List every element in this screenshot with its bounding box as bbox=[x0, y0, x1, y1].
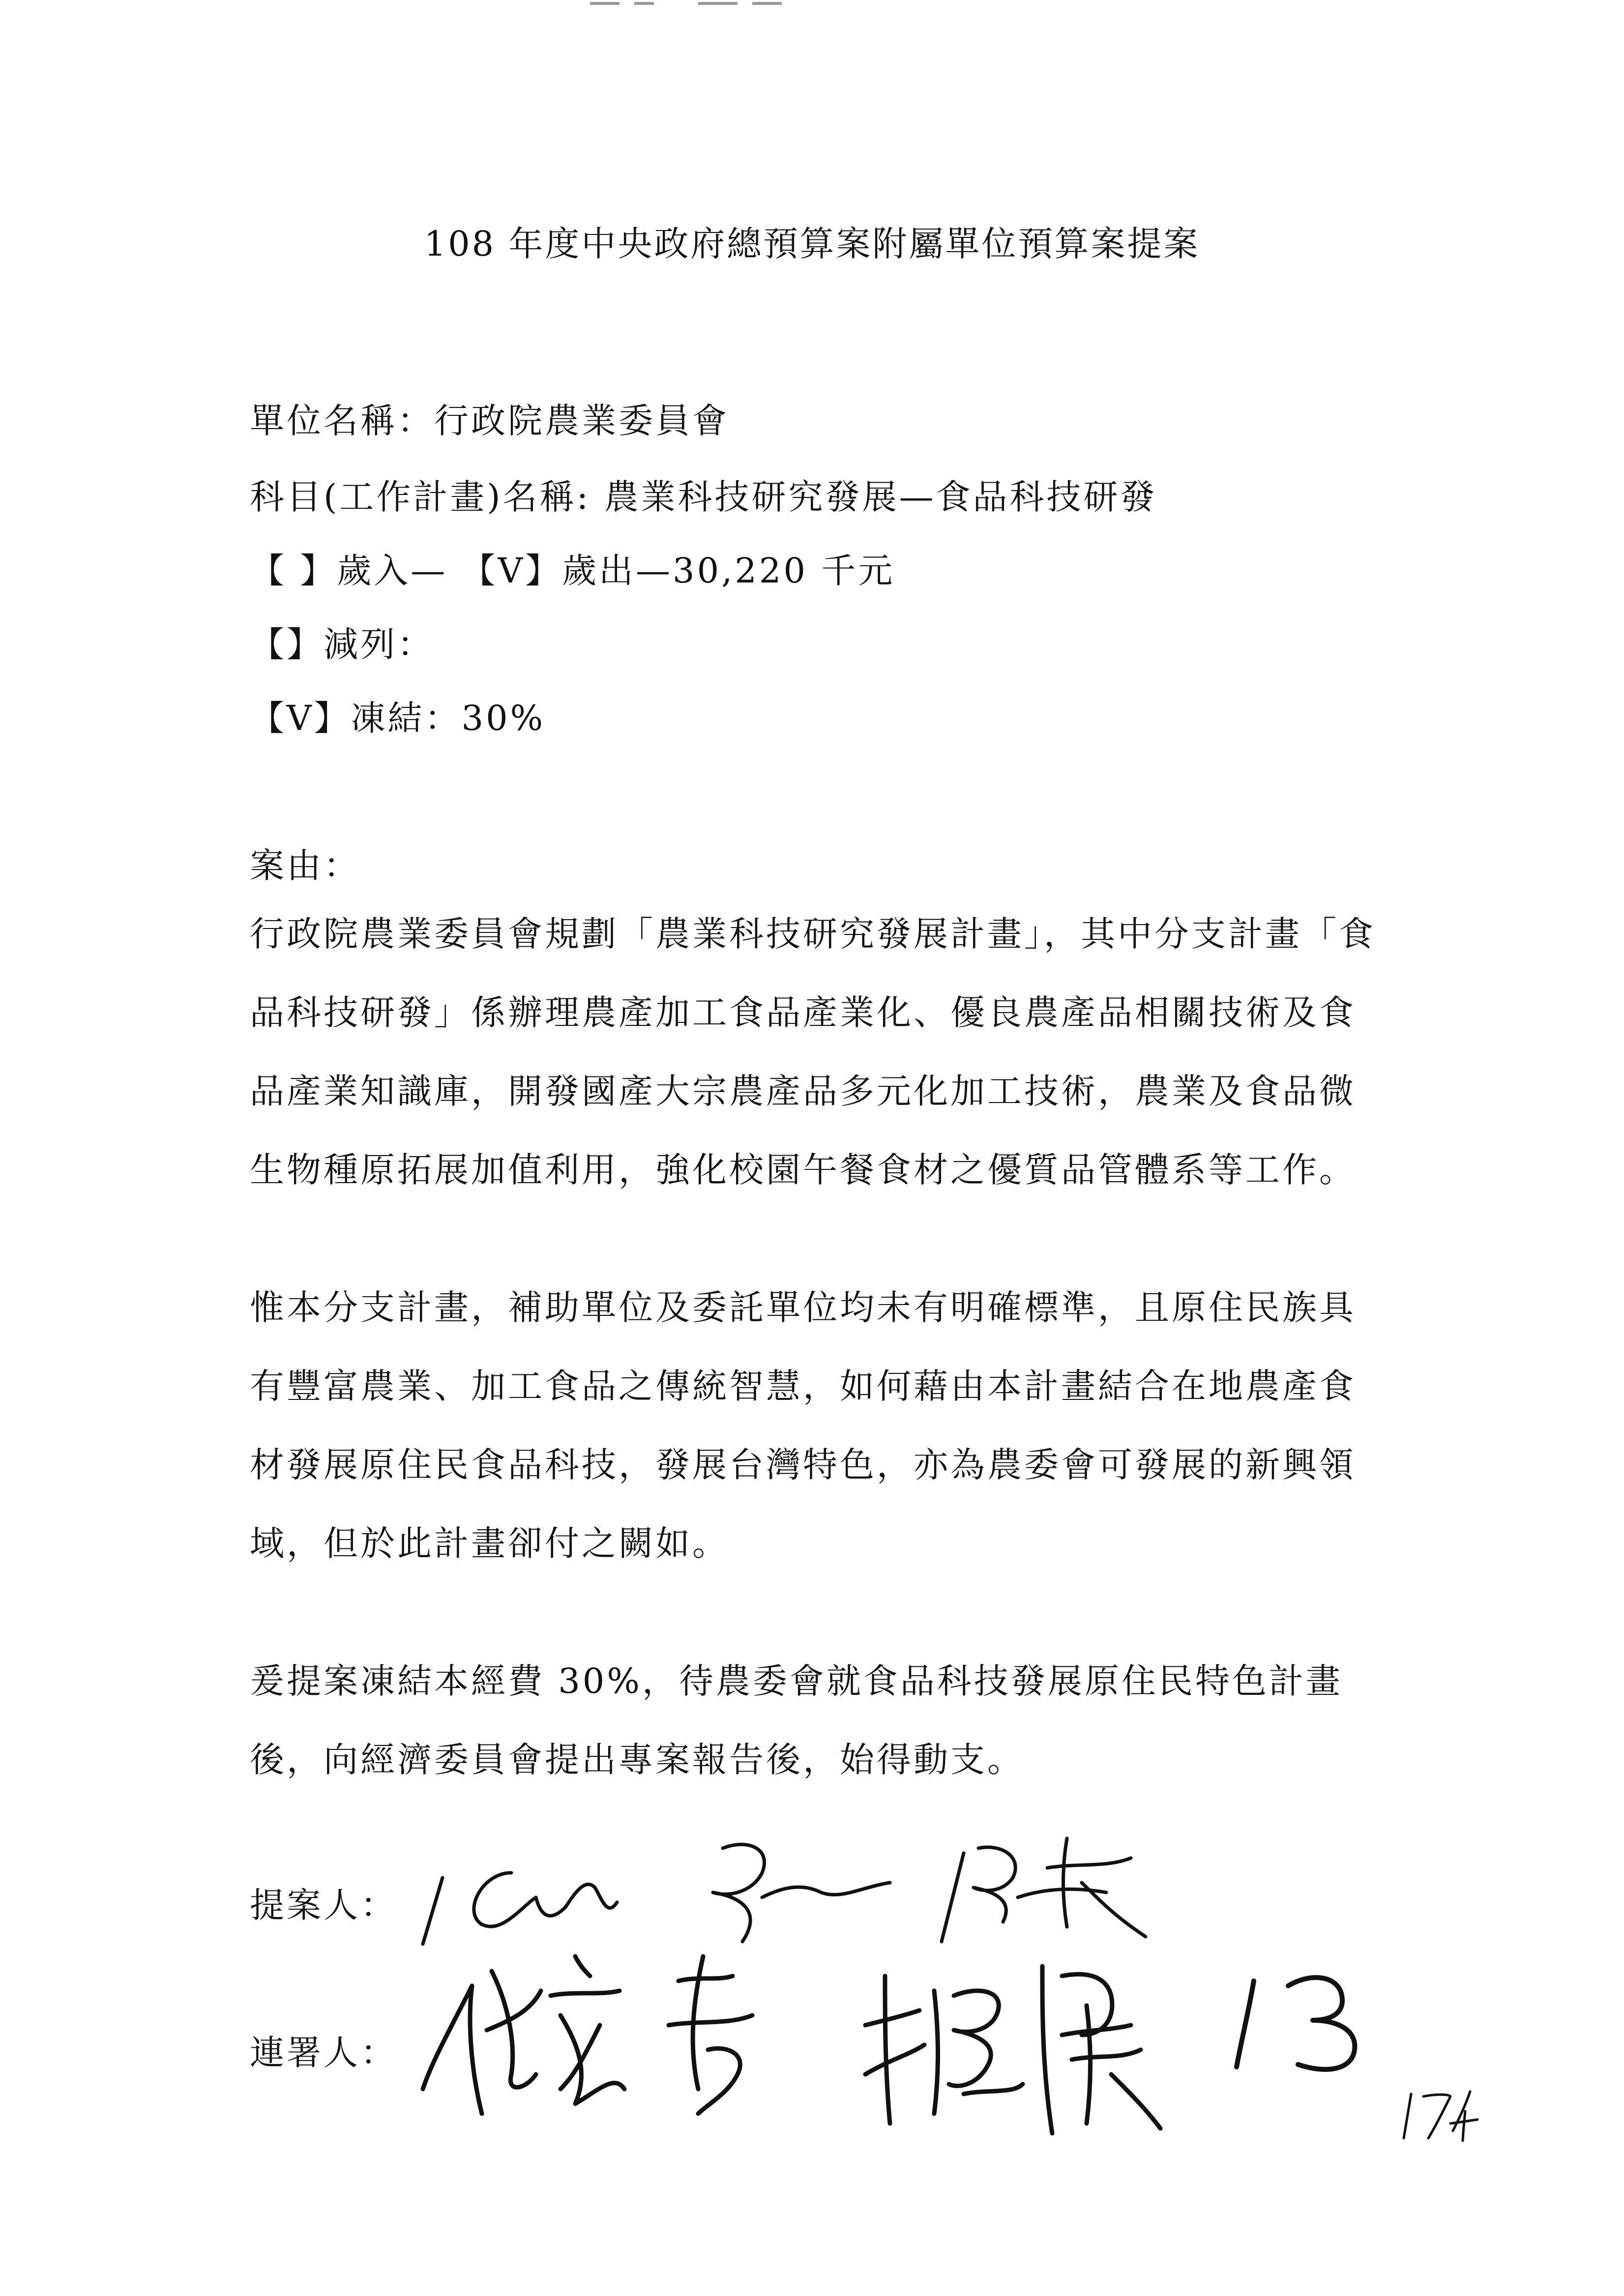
paragraph-line: 材發展原住民食品科技，發展台灣特色，亦為農委會可發展的新興領 bbox=[250, 1445, 1356, 1485]
scan-artifact bbox=[590, 0, 797, 9]
paragraph-line: 品科技研發」係辦理農產加工食品產業化、優良農產品相關技術及食 bbox=[250, 992, 1356, 1033]
paragraph-line: 行政院農業委員會規劃「農業科技研究發展計畫」，其中分支計畫「食 bbox=[250, 914, 1376, 954]
budget-line: 【 】歲入— 【V】歲出—30,220 千元 bbox=[250, 551, 895, 591]
document-title: 108 年度中央政府總預算案附屬單位預算案提案 bbox=[424, 224, 1200, 264]
cosigner-signature-1 bbox=[413, 1927, 875, 2143]
paragraph-line: 有豐富農業、加工食品之傳統智慧，如何藉由本計畫結合在地農產食 bbox=[250, 1366, 1356, 1406]
reason-paragraph-2 bbox=[250, 1268, 1381, 1583]
freeze-line: 【V】凍結：30% bbox=[250, 698, 546, 738]
reason-heading: 案由： bbox=[250, 845, 360, 886]
paragraph-line: 域，但於此計畫卻付之闕如。 bbox=[250, 1523, 729, 1564]
page-number-174 bbox=[1396, 2084, 1480, 2143]
subject-line: 科目(工作計畫)名稱: 農業科技研究發展—食品科技研發 bbox=[250, 477, 1157, 517]
cosigner-signature-2 bbox=[856, 1947, 1200, 2153]
reduction-line: 【】減列： bbox=[250, 624, 434, 665]
unit-name-line: 單位名稱：行政院農業委員會 bbox=[250, 401, 729, 441]
proposer-label: 提案人： bbox=[250, 1885, 397, 1925]
reason-paragraph-1 bbox=[250, 895, 1381, 1209]
paragraph-line: 爰提案凍結本經費 30%，待農委會就食品科技發展原住民特色計畫 bbox=[250, 1661, 1343, 1701]
reason-paragraph-3 bbox=[250, 1642, 1381, 1799]
handwritten-number-13 bbox=[1219, 1961, 1377, 2079]
paragraph-line: 品產業知識庫，開發國產大宗農產品多元化加工技術，農業及食品微 bbox=[250, 1071, 1356, 1111]
paragraph-line: 惟本分支計畫，補助單位及委託單位均未有明確標準，且原住民族具 bbox=[250, 1287, 1356, 1328]
paragraph-line: 生物種原拓展加值利用，強化校園午餐食材之優質品管體系等工作。 bbox=[250, 1150, 1356, 1190]
cosigner-label: 連署人： bbox=[250, 2033, 397, 2073]
paragraph-line: 後，向經濟委員會提出專案報告後，始得動支。 bbox=[250, 1740, 1024, 1780]
